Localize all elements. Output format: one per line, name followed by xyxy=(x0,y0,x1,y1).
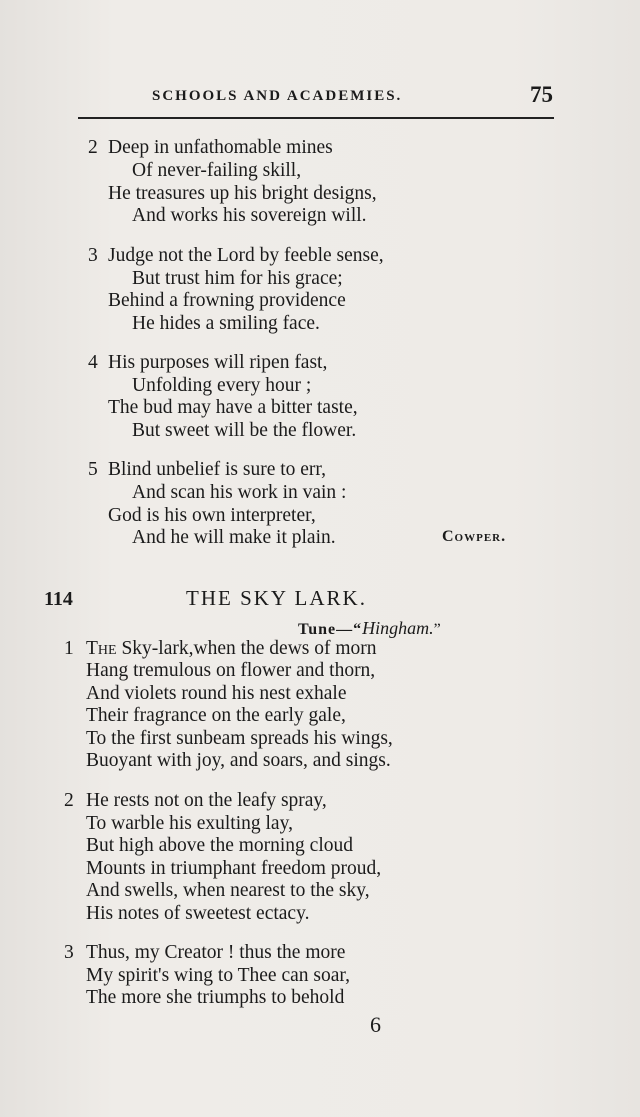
tune-label: Tune—“ xyxy=(298,621,363,638)
verse-line: Buoyant with joy, and soars, and sings. xyxy=(86,750,391,771)
tune-indication xyxy=(298,618,441,639)
verse-line: Mounts in triumphant freedom proud, xyxy=(86,858,382,879)
verse-number: 1 xyxy=(64,638,74,659)
verse-line: Of never-failing skill, xyxy=(132,160,302,181)
hymn-number: 114 xyxy=(44,588,73,610)
verse-line: The bud may have a bitter taste, xyxy=(108,397,358,418)
verse-number: 2 xyxy=(64,790,74,811)
verse-number: 4 xyxy=(88,352,98,373)
verse-line: Hang tremulous on flower and thorn, xyxy=(86,660,376,681)
verse-line: Behind a frowning providence xyxy=(108,290,346,311)
verse-number: 5 xyxy=(88,459,98,480)
hymn-author: Cowper. xyxy=(442,528,507,545)
page-number: 75 xyxy=(530,82,553,107)
verse-line: He rests not on the leafy spray, xyxy=(86,790,327,811)
hymn-title: THE SKY LARK. xyxy=(186,586,367,610)
verse-line: My spirit's wing to Thee can soar, xyxy=(86,965,350,986)
verse-number: 3 xyxy=(88,245,98,266)
tune-name: Hingham. xyxy=(362,618,434,638)
verse-line: But sweet will be the flower. xyxy=(132,420,357,441)
verse-line: He hides a smiling face. xyxy=(132,313,320,334)
verse-line: But trust him for his grace; xyxy=(132,268,343,289)
verse-line: Unfolding every hour ; xyxy=(132,375,312,396)
verse-line: He treasures up his bright designs, xyxy=(108,183,377,204)
tune-close: ” xyxy=(433,621,441,638)
verse-line: And scan his work in vain : xyxy=(132,482,347,503)
verse-line: Judge not the Lord by feeble sense, xyxy=(108,245,384,266)
signature-mark: 6 xyxy=(370,1012,381,1037)
verse-number: 2 xyxy=(88,137,98,158)
verse-line: And violets round his nest exhale xyxy=(86,683,347,704)
verse-line: To the first sunbeam spreads his wings, xyxy=(86,728,393,749)
verse-number: 3 xyxy=(64,942,74,963)
verse-line: And he will make it plain. xyxy=(132,527,336,548)
verse-line: Deep in unfathomable mines xyxy=(108,137,333,158)
verse-line: To warble his exulting lay, xyxy=(86,813,293,834)
verse-line: And works his sovereign will. xyxy=(132,205,367,226)
first-word: The xyxy=(86,638,117,659)
verse-line xyxy=(86,638,377,660)
verse-line: The more she triumphs to behold xyxy=(86,987,345,1008)
verse-line: But high above the morning cloud xyxy=(86,835,354,856)
verse-line: His notes of sweetest ectacy. xyxy=(86,903,310,924)
verse-line: And swells, when nearest to the sky, xyxy=(86,880,370,901)
running-title: SCHOOLS AND ACADEMIES. xyxy=(152,88,403,104)
verse-line: His purposes will ripen fast, xyxy=(108,352,328,373)
first-line-rest: Sky-lark,when the dews of morn xyxy=(116,638,377,659)
verse-line: Thus, my Creator ! thus the more xyxy=(86,942,346,963)
verse-line: Their fragrance on the early gale, xyxy=(86,705,346,726)
verse-line: God is his own interpreter, xyxy=(108,505,316,526)
verse-line: Blind unbelief is sure to err, xyxy=(108,459,327,480)
header-rule xyxy=(78,117,554,119)
